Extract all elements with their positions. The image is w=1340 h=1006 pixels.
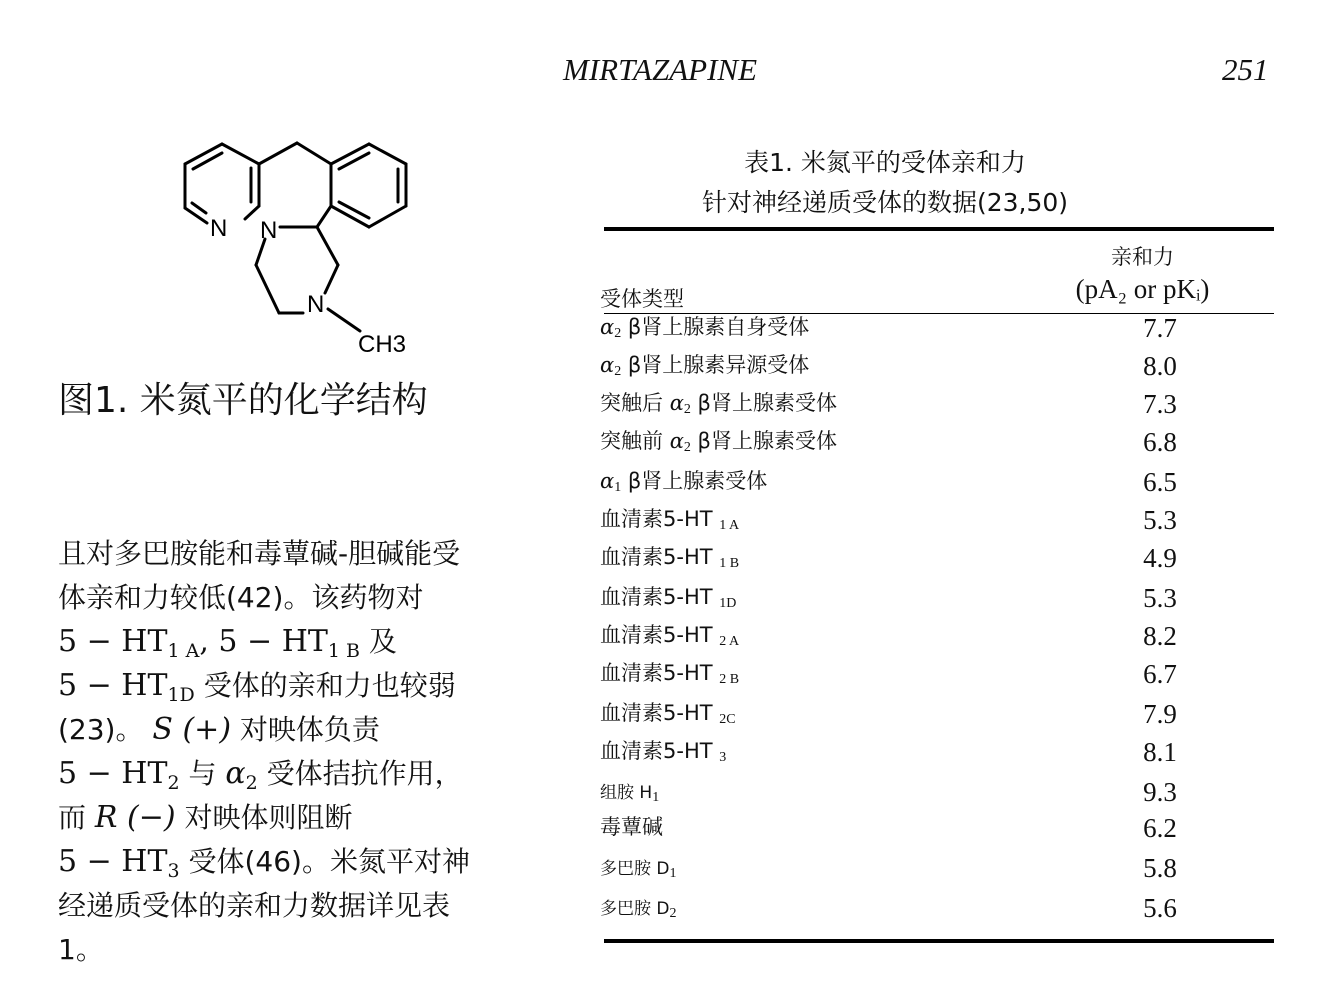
table-title-line-2: 针对神经递质受体的数据(23,50) <box>701 188 1069 217</box>
body-line: 1。 <box>58 933 104 966</box>
table-row <box>600 538 1270 576</box>
table-row <box>600 500 1270 538</box>
affinity-value: 4.9 <box>1143 543 1177 573</box>
receptor-label: 血清素5-HT 3 <box>600 739 727 765</box>
table-row <box>600 346 1270 384</box>
body-line: $5 - HT_{1 A}$, $5 - HT_{1 B}$ 及 <box>58 624 397 662</box>
body-line: 而 R (−) 对映体则阻断 <box>58 800 353 835</box>
table-title-line-1: 表1. 米氮平的受体亲和力 <box>744 148 1026 177</box>
body-line: 且对多巴胺能和毒蕈碱-胆碱能受 <box>58 537 461 570</box>
affinity-value: 8.0 <box>1143 351 1177 381</box>
affinity-value: 6.8 <box>1143 427 1177 457</box>
table-row <box>600 422 1270 460</box>
affinity-value: 7.9 <box>1143 699 1177 729</box>
table-row <box>600 732 1270 770</box>
table-row <box>600 462 1270 500</box>
affinity-value: 5.8 <box>1143 853 1177 883</box>
body-line: $5 - HT_{1D}$ 受体的亲和力也较弱 <box>58 668 456 706</box>
structure-atom-labels <box>210 215 406 357</box>
atom-label-n-bridgehead: N <box>260 217 278 244</box>
affinity-value: 7.3 <box>1143 389 1177 419</box>
receptor-label: 血清素5-HT 1 B <box>600 545 740 571</box>
table-title <box>600 143 1170 223</box>
table-bottom-rule <box>604 939 1274 943</box>
page-number: 251 <box>1222 52 1269 87</box>
affinity-value: 9.3 <box>1143 777 1177 807</box>
affinity-value: 5.3 <box>1143 583 1177 613</box>
receptor-label: 血清素5-HT 2 B <box>600 661 740 687</box>
body-line: $5 - HT_2$ 与 $\alpha_2$ 受体拮抗作用， <box>58 756 463 794</box>
table-row <box>600 384 1270 422</box>
receptor-label: 突触后 α2 β肾上腺素受体 <box>600 391 837 417</box>
receptor-label: 血清素5-HT 2 A <box>600 623 740 649</box>
receptor-label: 毒蕈碱 <box>600 815 663 839</box>
receptor-label: 血清素5-HT 1 A <box>600 507 740 533</box>
body-line: 经递质受体的亲和力数据详见表 <box>58 889 451 922</box>
receptor-label: α2 β肾上腺素自身受体 <box>600 315 810 341</box>
receptor-label: 突触前 α2 β肾上腺素受体 <box>600 429 837 455</box>
table-row <box>600 772 1270 810</box>
affinity-value: 8.1 <box>1143 737 1177 767</box>
atom-label-ch3: CH3 <box>358 331 407 357</box>
receptor-label: 组胺 H1 <box>600 783 660 805</box>
running-title: MIRTAZAPINE <box>563 52 758 87</box>
body-paragraph <box>58 532 528 972</box>
atom-label-n-methyl: N <box>307 291 325 318</box>
table-row <box>600 616 1270 654</box>
table-row <box>600 578 1270 616</box>
atom-label-n-pyridine: N <box>210 215 228 242</box>
figure-caption: 图1. 米氮平的化学结构 <box>58 380 428 421</box>
body-line: (23)。 S (+) 对映体负责 <box>58 712 380 747</box>
affinity-value: 7.7 <box>1143 313 1177 343</box>
table-row <box>600 808 1270 846</box>
column-header-affinity-label: 亲和力 <box>1111 245 1174 269</box>
column-header-receptor-type: 受体类型 <box>600 287 684 311</box>
body-line: $5 - HT_3$ 受体(46)。米氮平对神 <box>58 844 470 882</box>
table-row <box>600 888 1270 926</box>
affinity-value: 6.2 <box>1143 813 1177 843</box>
affinity-value: 5.3 <box>1143 505 1177 535</box>
affinity-value: 5.6 <box>1143 893 1177 923</box>
table-row <box>600 308 1270 346</box>
affinity-value: 8.2 <box>1143 621 1177 651</box>
receptor-label: 血清素5-HT 1D <box>600 585 737 611</box>
receptor-label: α2 β肾上腺素异源受体 <box>600 353 810 379</box>
table-row <box>600 654 1270 692</box>
affinity-value: 6.5 <box>1143 467 1177 497</box>
receptor-label: 多巴胺 D2 <box>600 899 677 921</box>
table-row <box>600 848 1270 886</box>
receptor-label: 多巴胺 D1 <box>600 859 677 881</box>
table-row <box>600 694 1270 732</box>
mirtazapine-structure-diagram <box>170 135 430 357</box>
receptor-label: α1 β肾上腺素受体 <box>600 469 768 495</box>
column-header-affinity <box>1060 243 1225 307</box>
column-header-affinity-unit: (pA₂ or pKᵢ) <box>1075 274 1210 304</box>
table-top-rule <box>604 227 1274 231</box>
body-line: 体亲和力较低(42)。该药物对 <box>58 581 424 614</box>
receptor-label: 血清素5-HT 2C <box>600 701 736 727</box>
affinity-value: 6.7 <box>1143 659 1177 689</box>
